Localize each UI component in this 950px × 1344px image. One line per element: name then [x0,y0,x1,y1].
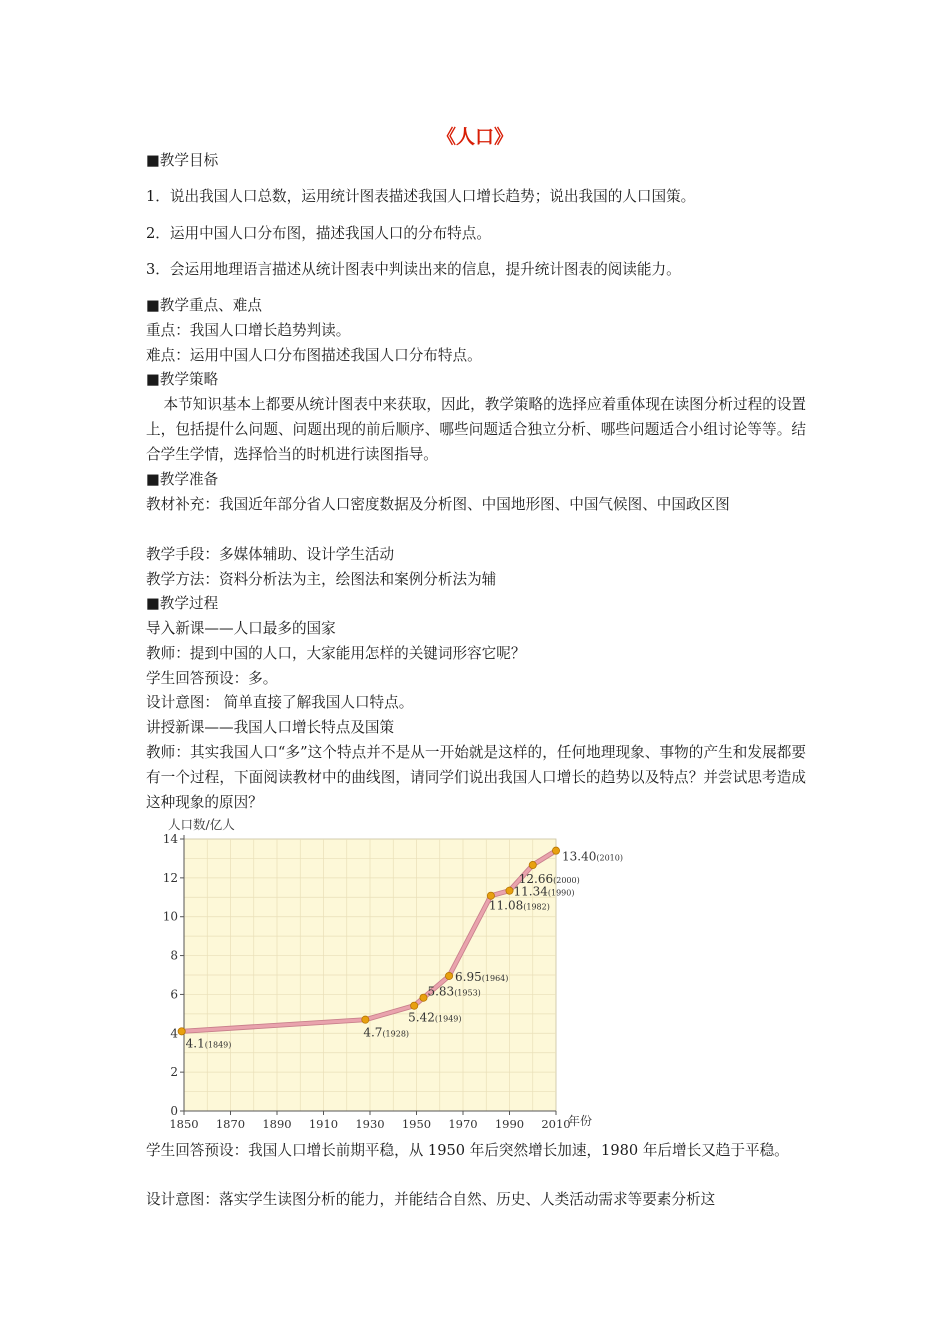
section-heading-key-points: ■教学重点、难点 [146,297,262,314]
student-answer-1: 学生回答预设：多。 [146,670,278,687]
data-label: 13.40(2010) [562,849,623,864]
x-tick-label: 1930 [355,1117,385,1131]
section-heading-preparation: ■教学准备 [146,471,219,488]
x-tick-label: 1870 [215,1117,246,1131]
data-label-year: (1964) [481,973,509,983]
data-point [552,847,559,854]
preparation-materials: 教材补充：我国近年部分省人口密度数据及分析图、中国地形图、中国气候图、中国政区图 [146,496,730,513]
data-label: 11.34(1990) [513,884,575,899]
x-tick-label: 1910 [308,1117,339,1131]
data-label-year: (1949) [434,1014,462,1024]
y-axis-label: 人口数/亿人 [168,817,235,832]
y-tick-label: 14 [162,832,178,846]
data-point [178,1028,185,1035]
strategy-paragraph: 本节知识基本上都要从统计图表中来获取，因此，教学策略的选择应着重体现在读图分析过程的设置上，包括提什么问题、问题出现的前后顺序、哪些问题适合独立分析、哪些问题适合小组讨论等等。结合学生学情，选择恰当的时机进行读图指导。 [146,396,806,463]
section-heading-objectives: ■教学目标 [146,152,219,169]
data-label-year: (1928) [382,1029,410,1039]
section-heading-strategy: ■教学策略 [146,371,219,388]
x-tick-label: 2010 [541,1117,571,1131]
y-tick-label: 12 [162,870,178,885]
data-label: 5.42(1949) [408,1010,462,1025]
data-label-year: (1982) [523,902,550,912]
objective-item-1: 1．说出我国人口总数，运用统计图表描述我国人口增长趋势；说出我国的人口国策。 [146,188,696,205]
x-axis-label: 年份 [568,1114,593,1128]
data-point [506,887,513,894]
data-label: 5.83(1953) [427,984,481,999]
x-tick-label: 1890 [262,1117,292,1131]
x-tick-label: 1950 [401,1117,432,1131]
design-intent-2: 设计意图：落实学生读图分析的能力，并能结合自然、历史、人类活动需求等要素分析这 [146,1191,716,1208]
data-point [445,972,452,979]
data-label-year: (1990) [547,888,575,898]
preparation-method: 教学方法：资料分析法为主，绘图法和案例分析法为辅 [146,571,497,588]
data-point [362,1016,369,1023]
data-label-year: (1849) [204,1040,232,1050]
data-label-year: (1953) [454,988,481,998]
data-label: 12.66(2000) [518,872,580,887]
data-label: 4.1(1849) [185,1036,232,1051]
document-title: 《人口》 [436,126,513,148]
data-label: 6.95(1964) [455,969,509,984]
teacher-question-1: 教师：提到中国的人口，大家能用怎样的关键词形容它呢？ [146,645,526,662]
student-answer-2: 学生回答预设：我国人口增长前期平稳，从 1950 年后突然增长加速，1980 年后增长又趋于平稳。 [146,1142,789,1159]
objective-item-3: 3．会运用地理语言描述从统计图表中判读出来的信息，提升统计图表的阅读能力。 [146,261,681,278]
process-intro: 导入新课——人口最多的国家 [146,620,336,637]
process-lecture: 讲授新课——我国人口增长特点及国策 [146,719,395,736]
data-label-year: (2000) [553,876,580,886]
y-tick-label: 4 [170,1026,178,1041]
design-intent-1: 设计意图： 简单直接了解我国人口特点。 [146,694,414,711]
data-point [411,1002,418,1009]
y-tick-label: 10 [162,909,178,924]
preparation-means: 教学手段：多媒体辅助、设计学生活动 [146,546,395,563]
teacher-question-2: 教师：其实我国人口“多”这个特点并不是从一开始就是这样的，任何地理现象、事物的产生和发展都要有一个过程，下面阅读教材中的曲线图，请同学们说出我国人口增长的趋势以及特点？并尝试思考造成这种现象的原因？ [146,744,806,811]
data-point [420,994,427,1001]
y-tick-label: 2 [170,1065,178,1080]
y-tick-label: 0 [170,1104,178,1118]
data-label: 4.7(1928) [363,1025,410,1040]
section-heading-process: ■教学过程 [146,595,219,612]
data-label: 11.08(1982) [488,898,550,913]
difficulty-text: 难点：运用中国人口分布图描述我国人口分布特点。 [146,347,482,364]
data-label-year: (2010) [596,853,623,863]
key-point-text: 重点：我国人口增长趋势判读。 [146,322,351,339]
y-tick-label: 6 [170,987,178,1002]
data-point [529,861,536,868]
population-growth-chart [146,813,623,1131]
x-tick-label: 1970 [448,1117,478,1131]
objective-item-2: 2．运用中国人口分布图，描述我国人口的分布特点。 [146,225,491,242]
x-tick-label: 1990 [494,1117,525,1131]
x-tick-label: 1850 [169,1117,199,1131]
y-tick-label: 8 [170,948,178,963]
